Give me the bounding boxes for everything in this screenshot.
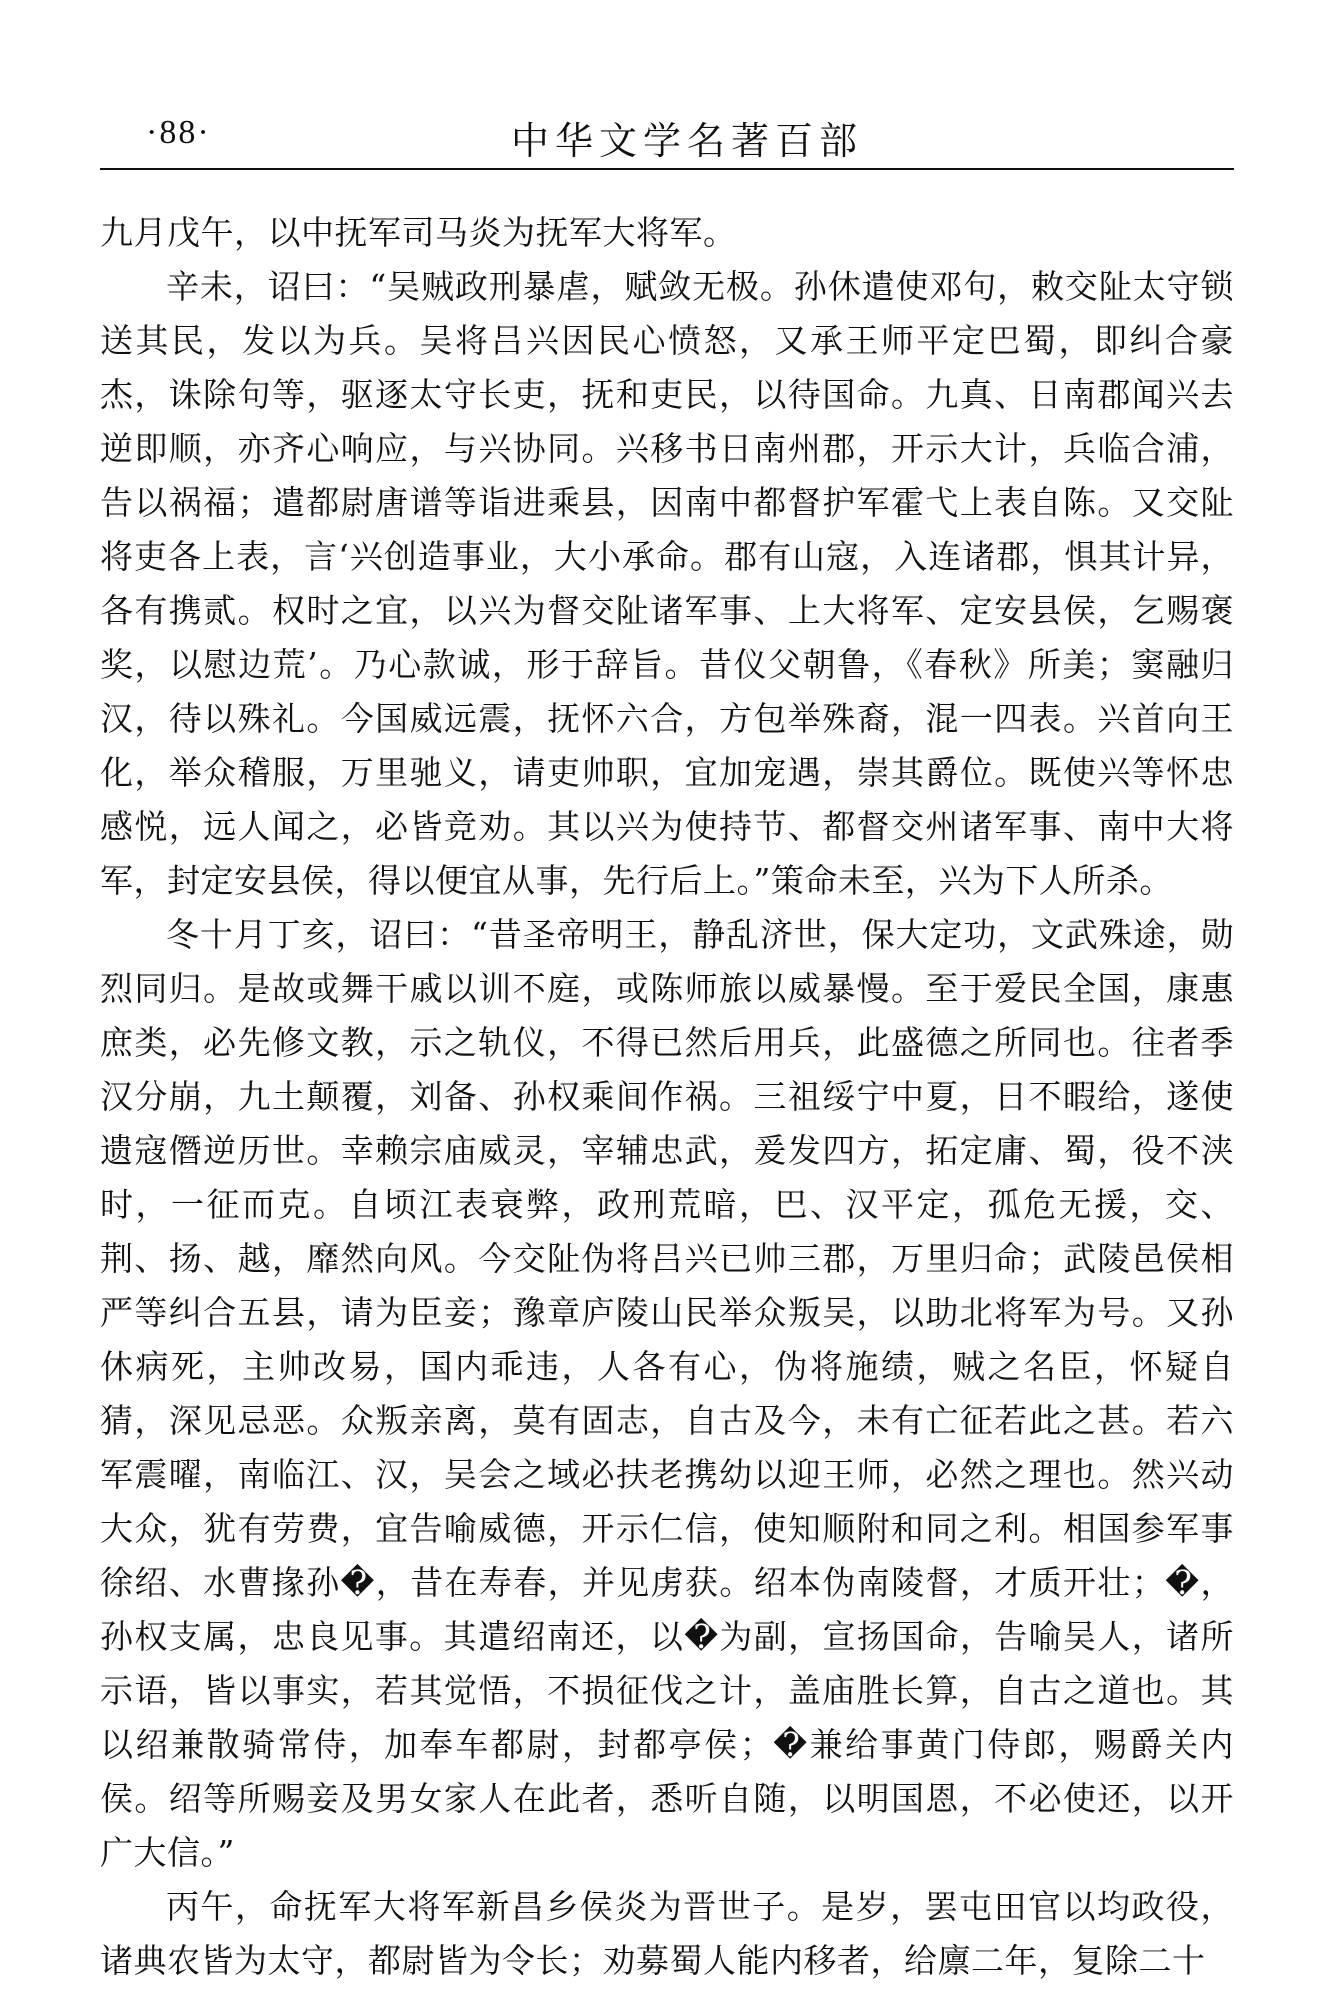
paragraph-xinwei-edict: 辛未，诏曰：“吴贼政刑暴虐，赋敛无极。孙休遣使邓句，敕交阯太守锁送其民，发以为兵。吴将吕兴因民心愤怒，又承王师平定巴蜀，即纠合豪杰，诛除句等，驱逐太守长吏，抚和吏民，以待国命。九真、日南郡闻兴去逆即顺，亦齐心响应，与兴协同。兴移书日南州郡，开示大计，兵临合浦，告以祸福；遣都尉唐谱等诣进乘县，因南中都督护军霍弋上表自陈。又交阯将吏各上表，言‘兴创造事业，大小承命。郡有山寇，入连诸郡，惧其计异，各有携贰。权时之宜，以兴为督交阯诸军事、上大将军、定安县侯，乞赐褒奖，以慰边荒’。乃心款诚，形于辞旨。昔仪父朝鲁，《春秋》所美；窦融归汉，待以殊礼。今国威远震，抚怀六合，方包举殊裔，混一四表。兴首向王化，举众稽服，万里驰义，请吏帅职，宜加宠遇，崇其爵位。既使兴等怀忠感悦，远人闻之，必皆竞劝。其以兴为使持节、都督交州诸军事、南中大将军，封定安县侯，得以便宜从事，先行后上。”策命未至，兴为下人所杀。 [100, 267, 1234, 900]
body-text [100, 206, 1234, 1988]
page-number: ·88· [146, 114, 211, 151]
paragraph-september: 九月戊午，以中抚军司马炎为抚军大将军。 [100, 213, 737, 252]
book-title: 中华文学名著百部 [510, 119, 863, 163]
page-header [100, 108, 1234, 170]
paragraph-october-edict: 冬十月丁亥，诏曰：“昔圣帝明王，静乱济世，保大定功，文武殊途，勋烈同归。是故或舞干戚以训不庭，或陈师旅以威暴慢。至于爱民全国，康惠庶类，必先修文教，示之轨仪，不得已然后用兵，此盛德之所同也。往者季汉分崩，九土颠覆，刘备、孙权乘间作祸。三祖绥宁中夏，日不暇给，遂使遗寇僭逆历世。幸赖宗庙威灵，宰辅忠武，爰发四方，拓定庸、蜀，役不浃时，一征而克。自顷江表衰弊，政刑荒暗，巴、汉平定，孤危无援，交、荆、扬、越，靡然向风。今交阯伪将吕兴已帅三郡，万里归命；武陵邑侯相严等纠合五县，请为臣妾；豫章庐陵山民举众叛吴，以助北将军为号。又孙休病死，主帅改易，国内乖违，人各有心，伪将施绩，贼之名臣，怀疑自猜，深见忌恶。众叛亲离，莫有固志，自古及今，未有亡征若此之甚。若六军震曜，南临江、汉，吴会之域必扶老携幼以迎王师，必然之理也。然兴动大众，犹有劳费，宜告喻威德，开示仁信，使知顺附和同之利。相国参军事徐绍、水曹掾孙�，昔在寿春，并见虏获。绍本伪南陵督，才质开壮；�，孙权支属，忠良见事。其遣绍南还，以�为副，宣扬国命，告喻吴人，诸所示语，皆以事实，若其觉悟，不损征伐之计，盖庙胜长算，自古之道也。其以绍兼散骑常侍，加奉车都尉，封都亭侯；�兼给事黄门侍郎，赐爵关内侯。绍等所赐妾及男女家人在此者，悉听自随，以明国恩，不必使还，以开广大信。” [100, 915, 1234, 1872]
paragraph-bingwu: 丙午，命抚军大将军新昌乡侯炎为晋世子。是岁，罢屯田官以均政役，诸典农皆为太守，都尉皆为令长；劝募蜀人能内移者，给廪二年，复除二十 [100, 1887, 1234, 1980]
